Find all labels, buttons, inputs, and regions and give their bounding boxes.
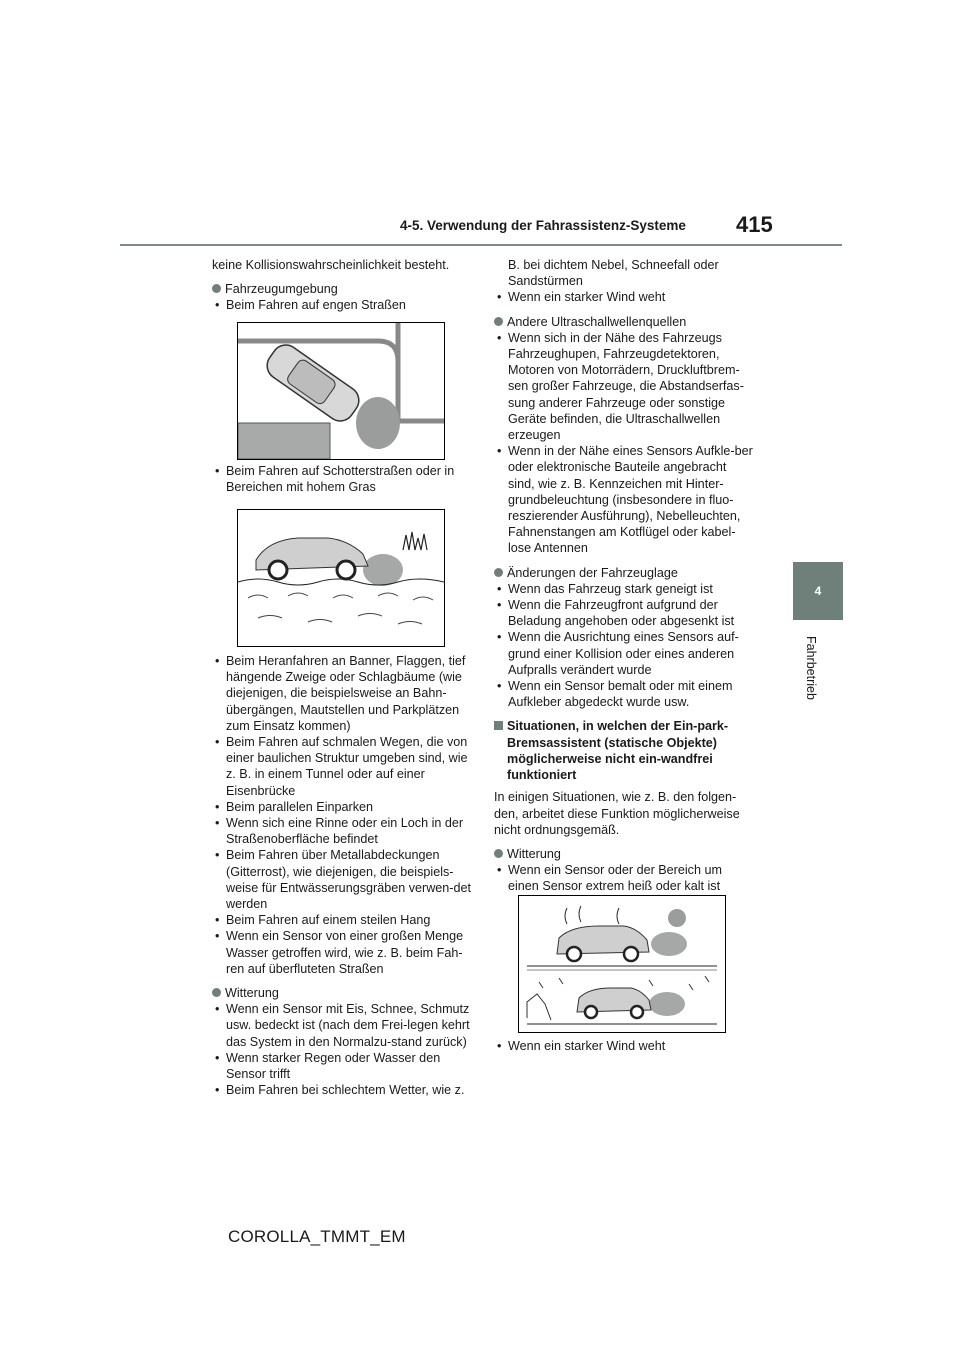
- list-item: • Wenn die Fahrzeugfront aufgrund der Beladung angehoben oder abgesenkt ist: [494, 597, 756, 629]
- chapter-label: Fahrbetrieb: [804, 636, 818, 700]
- list-item: • Beim Fahren auf schmalen Wegen, die von einer baulichen Struktur umgeben sind, wie z. B. in einem Tunnel oder auf einer Eisenbrücke: [212, 734, 474, 799]
- env-heading: Fahrzeugumgebung: [212, 281, 474, 297]
- document-code: COROLLA_TMMT_EM: [228, 1227, 406, 1246]
- list-item: • Wenn das Fahrzeug stark geneigt ist: [494, 581, 756, 597]
- figure-narrow-road: [237, 322, 445, 460]
- ultrasonic-heading: Andere Ultraschallwellenquellen: [494, 314, 756, 330]
- weather-heading: Witterung: [212, 985, 474, 1001]
- right-column: [494, 257, 756, 895]
- figure-hot-cold: [518, 895, 726, 1033]
- left-column: [212, 257, 474, 314]
- list-item: • Wenn ein Sensor mit Eis, Schnee, Schmutz usw. bedeckt ist (nach dem Frei-legen kehrt das System in den Normalzu-stand zurück): [212, 1001, 474, 1050]
- list-item: • Beim parallelen Einparken: [212, 799, 474, 815]
- list-item: • Wenn ein Sensor von einer großen Menge Wasser getroffen wird, wie z. B. beim Fah-ren auf überfluteten Straßen: [212, 928, 474, 977]
- weather-heading-2: Witterung: [494, 846, 756, 862]
- left-column-c: [212, 653, 474, 1098]
- right-column-b: [494, 1038, 756, 1054]
- list-item: • Wenn starker Regen oder Wasser den Sensor trifft: [212, 1050, 474, 1082]
- section-title: 4-5. Verwendung der Fahrassistenz-Systeme: [400, 218, 686, 233]
- list-item: • Beim Heranfahren an Banner, Flaggen, tief hängende Zweige oder Schlagbäume (wie diejenigen, die beispielsweise an Bahn-übergängen, Mautstellen und Parkplätzen zum Einsatz kommen): [212, 653, 474, 734]
- left-column-b: [212, 463, 474, 495]
- list-item: • Wenn in der Nähe eines Sensors Aufkle-ber oder elektronische Bauteile angebracht sind, wie z. B. Kennzeichen mit Hinter-grundbeleuchtung (insbesondere in fluo-reszierender Ausführung), Nebelleuchten, Fahnenstangen am Kotflügel oder kabel-lose Antennen: [494, 443, 756, 556]
- figure-gravel-grass: [237, 509, 445, 647]
- list-item: • Beim Fahren auf Schotterstraßen oder in Bereichen mit hohem Gras: [212, 463, 474, 495]
- intro-text: keine Kollisionswahrscheinlichkeit besteht.: [212, 258, 450, 272]
- page-number: 415: [736, 212, 773, 237]
- list-item: • Wenn ein Sensor bemalt oder mit einem Aufkleber abgedeckt wurde usw.: [494, 678, 756, 710]
- posture-heading: Änderungen der Fahrzeuglage: [494, 565, 756, 581]
- list-item: • Beim Fahren auf einem steilen Hang: [212, 912, 474, 928]
- header-divider: [120, 244, 842, 246]
- list-item: • Wenn ein starker Wind weht: [494, 289, 756, 305]
- list-item: • Beim Fahren über Metallabdeckungen (Gitterrost), wie diejenigen, die beispiels-weise für Entwässerungsgräben verwen-det werden: [212, 847, 474, 912]
- list-item: • Wenn ein Sensor oder der Bereich um einen Sensor extrem heiß oder kalt ist: [494, 862, 756, 894]
- continuation-text: B. bei dichtem Nebel, Schneefall oder Sandstürmen: [508, 258, 719, 289]
- list-item: • Beim Fahren bei schlechtem Wetter, wie z.: [212, 1082, 474, 1098]
- list-item: • Beim Fahren auf engen Straßen: [212, 297, 474, 313]
- section-heading: Situationen, in welchen der Ein-park-Bremsassistent (statische Objekte) möglicherweise nicht ein-wandfrei funktioniert: [494, 718, 756, 783]
- list-item: • Wenn die Ausrichtung eines Sensors auf-grund einer Kollision oder eines anderen Aufpralls verändert wurde: [494, 629, 756, 678]
- list-item: • Wenn sich eine Rinne oder ein Loch in der Straßenoberfläche befindet: [212, 815, 474, 847]
- list-item: • Wenn ein starker Wind weht: [494, 1038, 756, 1054]
- section-intro: In einigen Situationen, wie z. B. den folgen-den, arbeitet diese Funktion möglicherweise nicht ordnungsgemäß.: [494, 790, 740, 837]
- list-item: • Wenn sich in der Nähe des Fahrzeugs Fahrzeughupen, Fahrzeugdetektoren, Motoren von Motorrädern, Druckluftbrem-sen großer Fahrzeuge, die Abstandserfas-sung anderer Fahrzeuge oder sonstige Geräte befinden, die Ultraschallwellen erzeugen: [494, 330, 756, 443]
- chapter-tab: 4: [793, 562, 843, 620]
